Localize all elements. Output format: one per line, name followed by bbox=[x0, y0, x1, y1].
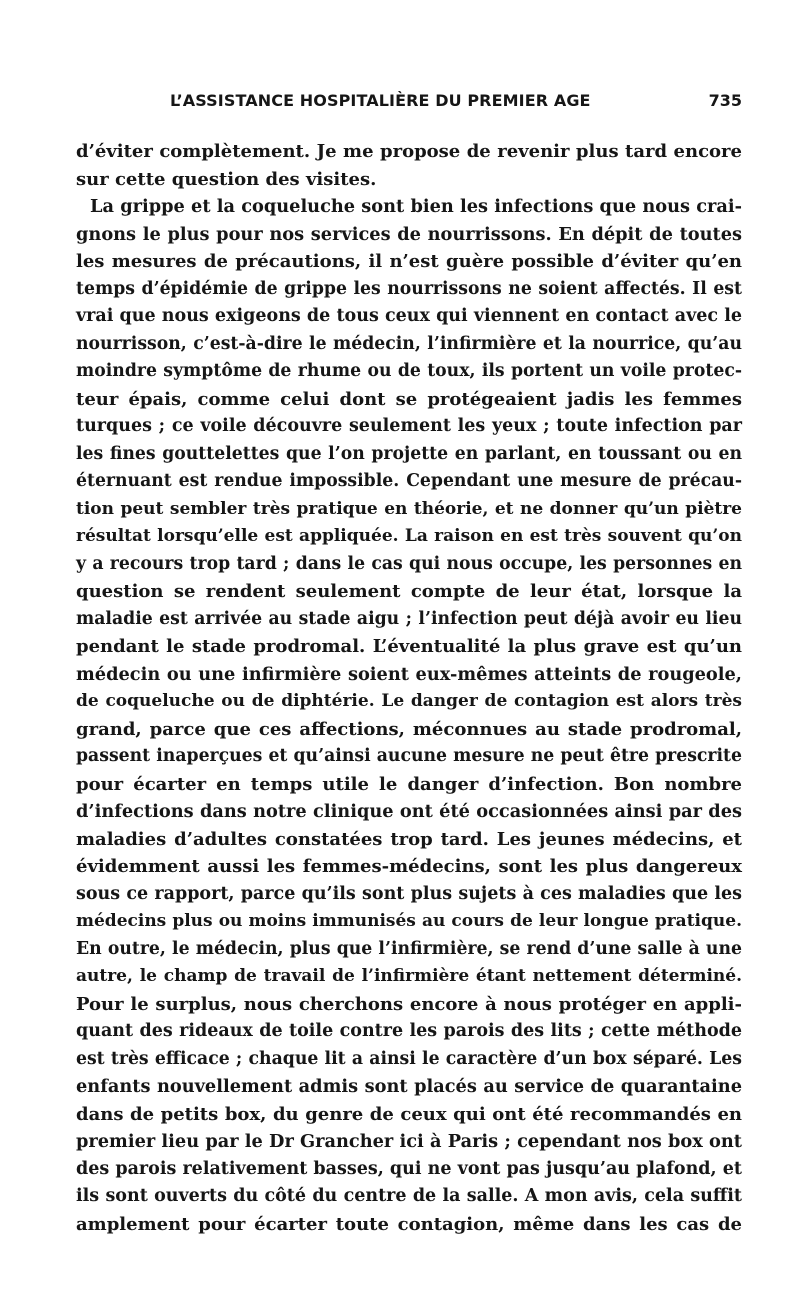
running-title: L’ASSISTANCE HOSPITALIÈRE DU PREMIER AGE bbox=[170, 91, 591, 110]
text-line: En outre, le médecin, plus que l’infirmière, se rend d’une salle à une bbox=[76, 938, 742, 959]
text-line: teur épais, comme celui dont se protégeaient jadis les femmes bbox=[76, 388, 742, 410]
text-line: premier lieu par le Dr Grancher ici à Paris ; cependant nos box ont bbox=[76, 1131, 742, 1152]
text-line: ils sont ouverts du côté du centre de la salle. A mon avis, cela suffit bbox=[76, 1186, 742, 1206]
text-line: moindre symptôme de rhume ou de toux, ils portent un voile protec- bbox=[76, 361, 742, 381]
text-line: gnons le plus pour nos services de nourrissons. En dépit de toutes bbox=[76, 223, 742, 245]
text-line: les fines gouttelettes que l’on projette en parlant, en toussant ou en bbox=[76, 443, 742, 464]
text-line: amplement pour écarter toute contagion, même dans les cas de bbox=[76, 1213, 742, 1235]
text-line: maladies d’adultes constatées trop tard. Les jeunes médecins, et bbox=[76, 828, 742, 850]
text-line: tion peut sembler très pratique en théorie, et ne donner qu’un piètre bbox=[76, 498, 742, 519]
text-line: pour écarter en temps utile le danger d’infection. Bon nombre bbox=[76, 773, 742, 795]
text-line: les mesures de précautions, il n’est guère possible d’éviter qu’en bbox=[76, 251, 742, 272]
text-line: évidemment aussi les femmes-médecins, sont les plus dangereux bbox=[76, 856, 742, 877]
text-line: sous ce rapport, parce qu’ils sont plus sujets à ces maladies que les bbox=[76, 883, 742, 904]
text-line: grand, parce que ces affections, méconnues au stade prodromal, bbox=[76, 718, 742, 740]
text-line: passent inaperçues et qu’ainsi aucune mesure ne peut être prescrite bbox=[76, 746, 742, 766]
text-line: d’éviter complètement. Je me propose de revenir plus tard encore bbox=[76, 141, 742, 162]
text-line: maladie est arrivée au stade aigu ; l’infection peut déjà avoir eu lieu bbox=[76, 608, 742, 629]
text-line: éternuant est rendue impossible. Cependant une mesure de précau- bbox=[76, 471, 742, 491]
text-line: autre, le champ de travail de l’infirmière étant nettement déterminé. bbox=[76, 966, 742, 986]
text-line: temps d’épidémie de grippe les nourrissons ne soient affectés. Il est bbox=[76, 278, 742, 299]
text-line: d’infections dans notre clinique ont été occasionnées ainsi par des bbox=[76, 801, 742, 822]
text-line: des parois relativement basses, qui ne vont pas jusqu’au plafond, et bbox=[76, 1158, 742, 1179]
text-line: résultat lorsqu’elle est appliquée. La raison en est très souvent qu’on bbox=[76, 526, 742, 546]
text-line: enfants nouvellement admis sont placés au service de quarantaine bbox=[76, 1076, 742, 1097]
text-line: nourrisson, c’est-à-dire le médecin, l’infirmière et la nourrice, qu’au bbox=[76, 333, 742, 354]
running-head bbox=[76, 86, 742, 116]
text-line: vrai que nous exigeons de tous ceux qui viennent en contact avec le bbox=[76, 306, 742, 326]
body-text bbox=[76, 138, 742, 1238]
text-line: Pour le surplus, nous cherchons encore à nous protéger en appli- bbox=[76, 993, 742, 1015]
text-line: médecins plus ou moins immunisés au cours de leur longue pratique. bbox=[76, 911, 742, 931]
page-number: 735 bbox=[708, 91, 742, 110]
text-line: La grippe et la coqueluche sont bien les infections que nous crai- bbox=[90, 196, 742, 217]
text-line: est très efficace ; chaque lit a ainsi le caractère d’un box séparé. Les bbox=[76, 1048, 742, 1069]
text-line: pendant le stade prodromal. L’éventualité la plus grave est qu’un bbox=[76, 636, 742, 657]
text-line: de coqueluche ou de diphtérie. Le danger de contagion est alors très bbox=[76, 691, 742, 711]
text-line: médecin ou une infirmière soient eux-mêmes atteints de rougeole, bbox=[76, 663, 742, 685]
text-line: quant des rideaux de toile contre les parois des lits ; cette méthode bbox=[76, 1021, 742, 1041]
text-line: dans de petits box, du genre de ceux qui ont été recommandés en bbox=[76, 1103, 742, 1125]
text-line: question se rendent seulement compte de leur état, lorsque la bbox=[76, 581, 742, 602]
text-line: turques ; ce voile découvre seulement les yeux ; toute infection par bbox=[76, 416, 742, 436]
text-line: sur cette question des visites. bbox=[76, 168, 377, 190]
text-line: y a recours trop tard ; dans le cas qui nous occupe, les personnes en bbox=[76, 553, 742, 574]
